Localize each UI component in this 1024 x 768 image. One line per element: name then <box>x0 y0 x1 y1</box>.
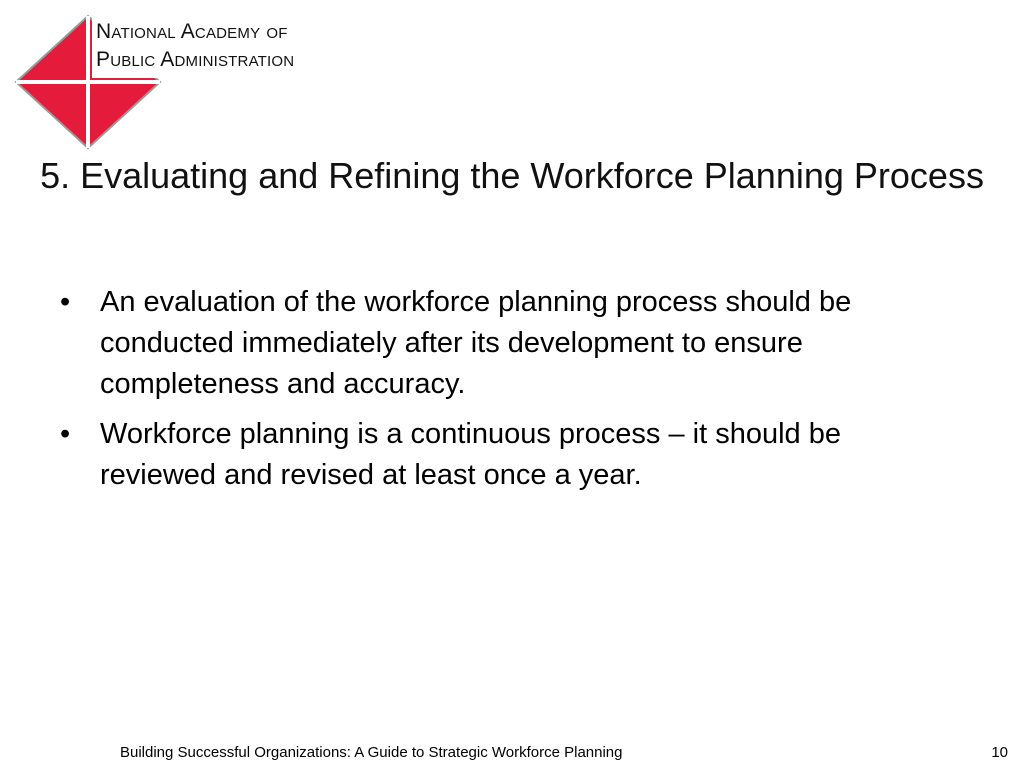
bullet-marker: • <box>60 418 71 450</box>
organization-name-line1: National Academy of <box>96 20 288 43</box>
bullet-text: Workforce planning is a continuous process – it should be reviewed and revised at least once a year. <box>100 418 842 491</box>
organization-name <box>96 18 294 74</box>
slide-title: 5. Evaluating and Refining the Workforce Planning Process <box>40 155 984 196</box>
bullet-list <box>58 282 958 505</box>
bullet-marker: • <box>60 286 71 318</box>
bullet-item <box>58 282 958 405</box>
bullet-text: An evaluation of the workforce planning process should be conducted immediately after its development to ensure completeness and accuracy. <box>100 286 852 400</box>
page-number: 10 <box>991 744 1008 761</box>
organization-name-line2: Public Administration <box>96 48 295 71</box>
footer-title: Building Successful Organizations: A Guide to Strategic Workforce Planning <box>120 744 623 761</box>
bullet-item <box>58 414 958 496</box>
